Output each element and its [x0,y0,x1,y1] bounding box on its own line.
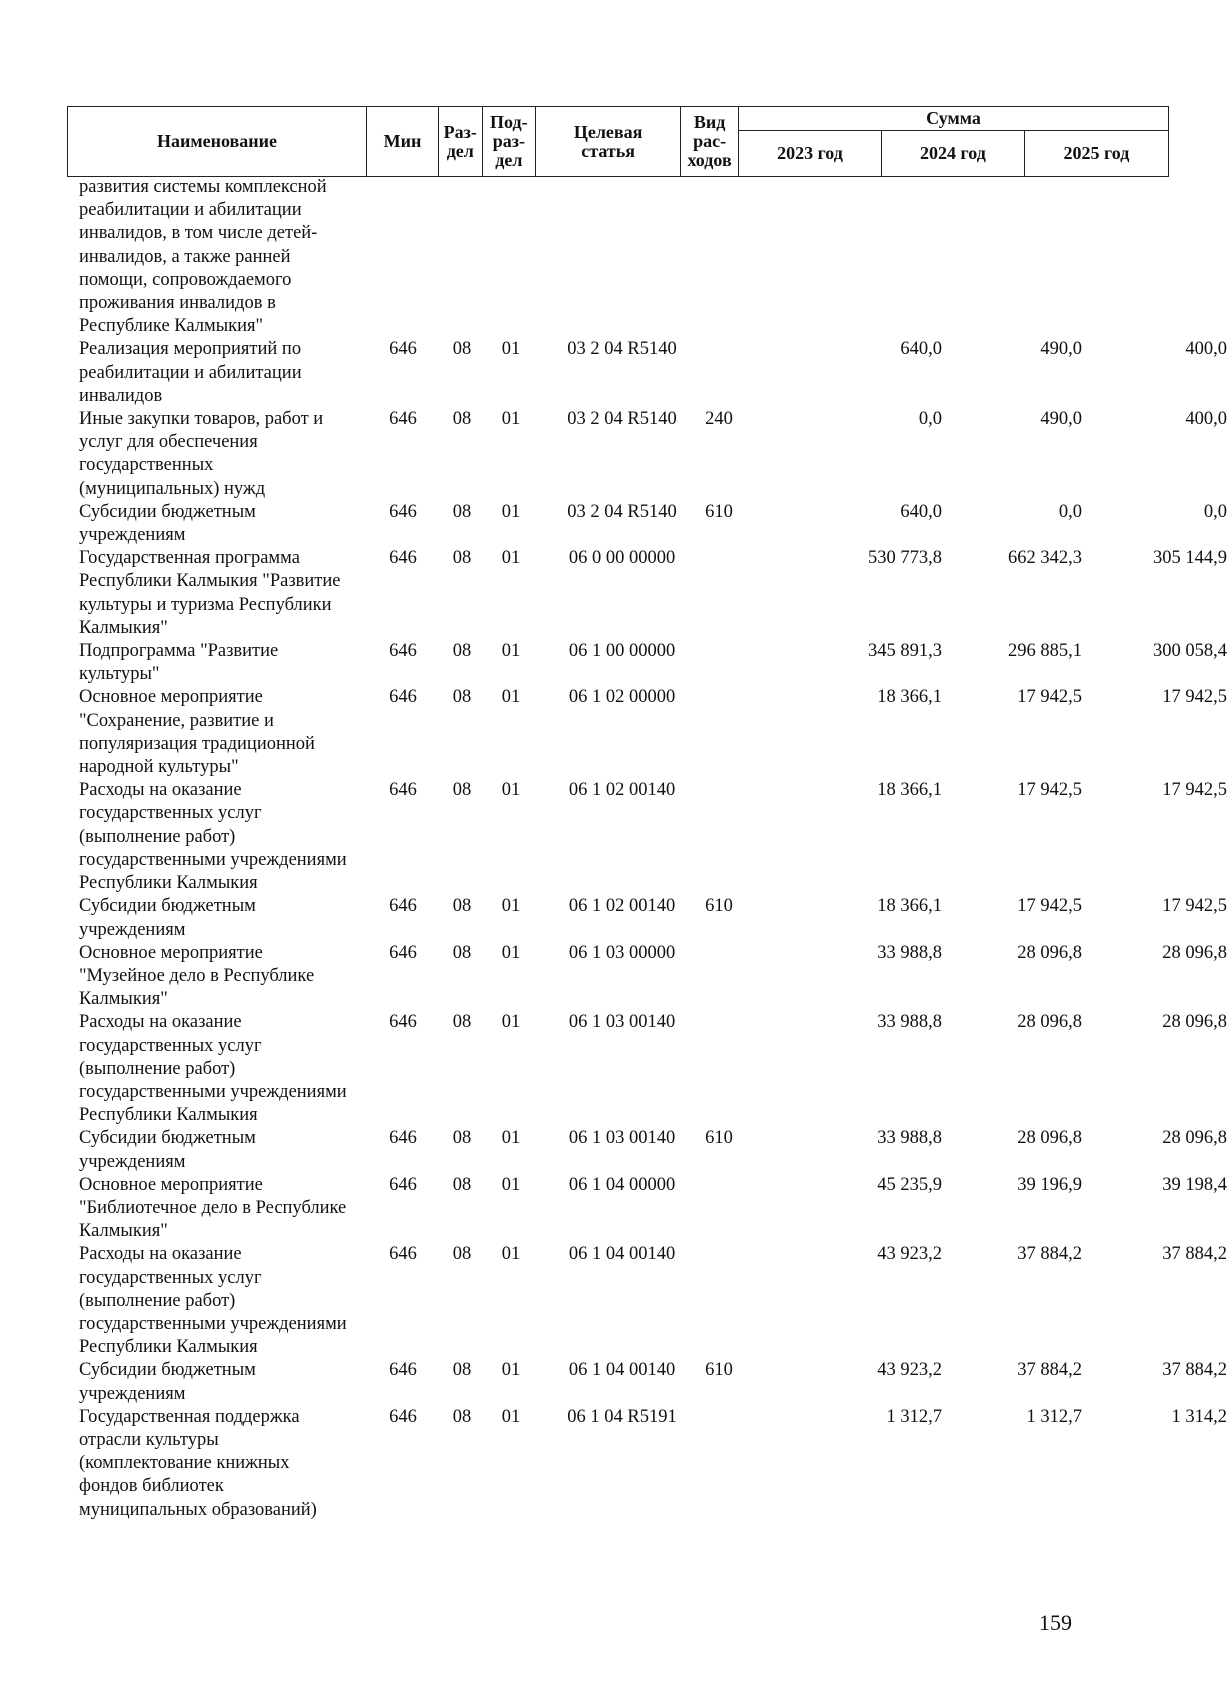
amount-2025: 300 058,4 [1153,641,1227,662]
razdel-code: 08 [452,780,472,801]
amount-2025: 0,0 [1203,501,1227,522]
header-razdel: Раз- дел [438,107,482,177]
table-body [67,176,1227,1522]
amount-2025: 28 096,8 [1162,1012,1227,1033]
razdel-code: 08 [452,501,472,522]
amount-2025: 37 884,2 [1162,1360,1227,1381]
amount-2025: 28 096,8 [1162,942,1227,963]
amount-2024: 37 884,2 [1017,1244,1082,1265]
podrazdel-code: 01 [501,780,521,801]
min-code: 646 [389,687,417,708]
razdel-code: 08 [452,1128,472,1149]
table-row [67,686,1227,779]
target-article: 06 1 04 R5191 [567,1406,677,1427]
razdel-code: 08 [452,1012,472,1033]
header-min: Мин [366,107,438,177]
table-row [67,1406,1227,1522]
razdel-code: 08 [452,339,472,360]
amount-2025: 17 942,5 [1162,687,1227,708]
min-code: 646 [389,942,417,963]
row-name: Государственная программа Республики Калмыкия "Развитие культуры и туризма Республики Калмыкия" [79,548,341,638]
podrazdel-code: 01 [501,1174,521,1195]
min-code: 646 [389,1406,417,1427]
expense-type: 610 [705,1360,733,1381]
amount-2023: 18 366,1 [877,896,942,917]
podrazdel-code: 01 [501,409,521,430]
min-code: 646 [389,548,417,569]
amount-2023: 530 773,8 [868,548,942,569]
amount-2024: 17 942,5 [1017,780,1082,801]
row-name: Субсидии бюджетным учреждениям [79,1128,256,1172]
amount-2025: 28 096,8 [1162,1128,1227,1149]
podrazdel-code: 01 [501,548,521,569]
header-summa: Сумма [739,107,1169,131]
target-article: 06 1 02 00000 [568,687,676,708]
row-name: Субсидии бюджетным учреждениям [79,896,256,940]
amount-2024: 1 312,7 [1026,1406,1082,1427]
razdel-code: 08 [452,1360,472,1381]
row-name: развития системы комплексной реабилитации и абилитации инвалидов, в том числе детей-инвалидов, а также ранней помощи, сопровождаемого проживания инвалидов в Республике Калмыкия" [79,177,327,337]
row-name: Реализация мероприятий по реабилитации и абилитации инвалидов [79,339,302,406]
header-year-2024: 2024 год [881,131,1024,177]
target-article: 06 1 04 00140 [568,1244,676,1265]
table-row [67,779,1227,895]
row-name: Расходы на оказание государственных услуг (выполнение работ) государственными учреждениями Республики Калмыкия [79,1012,347,1126]
razdel-code: 08 [452,409,472,430]
amount-2025: 400,0 [1185,409,1227,430]
razdel-code: 08 [452,548,472,569]
min-code: 646 [389,641,417,662]
header-year-2023: 2023 год [739,131,882,177]
row-name: Субсидии бюджетным учреждениям [79,1360,256,1404]
table-row [67,1174,1227,1244]
row-name: Основное мероприятие "Библиотечное дело в Республике Калмыкия" [79,1174,347,1242]
amount-2025: 39 198,4 [1162,1174,1227,1195]
amount-2023: 33 988,8 [877,942,942,963]
row-name: Субсидии бюджетным учреждениям [79,501,256,546]
expense-type: 610 [705,501,733,522]
header-name: Наименование [68,107,367,177]
amount-2024: 39 196,9 [1017,1174,1082,1195]
podrazdel-code: 01 [501,1012,521,1033]
target-article: 03 2 04 R5140 [567,501,677,522]
amount-2023: 45 235,9 [877,1174,942,1195]
podrazdel-code: 01 [501,1128,521,1149]
razdel-code: 08 [452,1406,472,1427]
amount-2023: 33 988,8 [877,1128,942,1149]
podrazdel-code: 01 [501,1244,521,1265]
amount-2024: 17 942,5 [1017,896,1082,917]
podrazdel-code: 01 [501,896,521,917]
amount-2023: 640,0 [900,339,942,360]
amount-2023: 1 312,7 [886,1406,942,1427]
table-row [67,501,1227,547]
target-article: 06 1 03 00000 [568,942,676,963]
podrazdel-code: 01 [501,641,521,662]
table-row [67,640,1227,686]
target-article: 06 1 03 00140 [568,1012,676,1033]
amount-2023: 18 366,1 [877,687,942,708]
min-code: 646 [389,1174,417,1195]
podrazdel-code: 01 [501,1360,521,1381]
page-number: 159 [1039,1610,1072,1635]
header-podrazdel: Под- раз- дел [482,107,535,177]
amount-2024: 296 885,1 [1008,641,1082,662]
table-row [67,942,1227,1012]
razdel-code: 08 [452,896,472,917]
razdel-code: 08 [452,942,472,963]
amount-2025: 305 144,9 [1153,548,1227,569]
target-article: 03 2 04 R5140 [567,409,677,430]
expense-type: 610 [705,1128,733,1149]
min-code: 646 [389,896,417,917]
row-name: Иные закупки товаров, работ и услуг для обеспечения государственных (муниципальных) нужд [79,409,324,499]
table-header [67,106,1169,177]
target-article: 06 1 04 00140 [568,1360,676,1381]
table-row [67,1011,1227,1127]
amount-2024: 37 884,2 [1017,1360,1082,1381]
amount-2024: 490,0 [1040,339,1082,360]
razdel-code: 08 [452,1174,472,1195]
amount-2024: 17 942,5 [1017,687,1082,708]
amount-2024: 0,0 [1058,501,1082,522]
amount-2025: 1 314,2 [1171,1406,1227,1427]
target-article: 03 2 04 R5140 [567,339,677,360]
min-code: 646 [389,780,417,801]
podrazdel-code: 01 [501,1406,521,1427]
amount-2023: 43 923,2 [877,1360,942,1381]
min-code: 646 [389,339,417,360]
razdel-code: 08 [452,1244,472,1265]
min-code: 646 [389,1360,417,1381]
header-vid: Вид рас- ходов [681,107,739,177]
amount-2024: 28 096,8 [1017,1128,1082,1149]
target-article: 06 0 00 00000 [568,548,676,569]
header-year-2025: 2025 год [1024,131,1168,177]
min-code: 646 [389,1244,417,1265]
amount-2024: 490,0 [1040,409,1082,430]
razdel-code: 08 [452,641,472,662]
amount-2023: 18 366,1 [877,780,942,801]
row-name: Подпрограмма "Развитие культуры" [79,641,279,685]
target-article: 06 1 03 00140 [568,1128,676,1149]
table-row [67,895,1227,941]
razdel-code: 08 [452,687,472,708]
amount-2023: 33 988,8 [877,1012,942,1033]
amount-2024: 662 342,3 [1008,548,1082,569]
amount-2023: 345 891,3 [868,641,942,662]
amount-2023: 43 923,2 [877,1244,942,1265]
min-code: 646 [389,1128,417,1149]
min-code: 646 [389,1012,417,1033]
expense-type: 610 [705,896,733,917]
min-code: 646 [389,501,417,522]
podrazdel-code: 01 [501,942,521,963]
amount-2025: 17 942,5 [1162,896,1227,917]
amount-2025: 37 884,2 [1162,1244,1227,1265]
row-name: Основное мероприятие "Музейное дело в Республике Калмыкия" [79,942,315,1010]
row-name: Основное мероприятие "Сохранение, развитие и популяризация традиционной народной культуры" [79,687,315,778]
table-row [67,547,1227,640]
podrazdel-code: 01 [501,339,521,360]
amount-2024: 28 096,8 [1017,1012,1082,1033]
table-row [67,1359,1227,1405]
min-code: 646 [389,409,417,430]
row-name: Расходы на оказание государственных услуг (выполнение работ) государственными учреждениями Республики Калмыкия [79,1244,347,1358]
podrazdel-code: 01 [501,687,521,708]
table-row [67,338,1227,408]
target-article: 06 1 04 00000 [568,1174,676,1195]
amount-2024: 28 096,8 [1017,942,1082,963]
expense-type: 240 [705,409,733,430]
amount-2023: 0,0 [918,409,942,430]
table-row [67,176,1169,338]
row-name: Расходы на оказание государственных услуг (выполнение работ) государственными учреждениями Республики Калмыкия [79,780,347,894]
podrazdel-code: 01 [501,501,521,522]
amount-2023: 640,0 [900,501,942,522]
table-row [67,1243,1227,1359]
row-name: Государственная поддержка отрасли культуры (комплектование книжных фондов библиотек муниципальных образований) [79,1406,317,1520]
target-article: 06 1 02 00140 [568,896,676,917]
table-row [67,1127,1227,1173]
table-row [67,408,1227,501]
amount-2025: 17 942,5 [1162,780,1227,801]
target-article: 06 1 02 00140 [568,780,676,801]
header-celevaya: Целевая статья [536,107,681,177]
target-article: 06 1 00 00000 [568,641,676,662]
amount-2025: 400,0 [1185,339,1227,360]
